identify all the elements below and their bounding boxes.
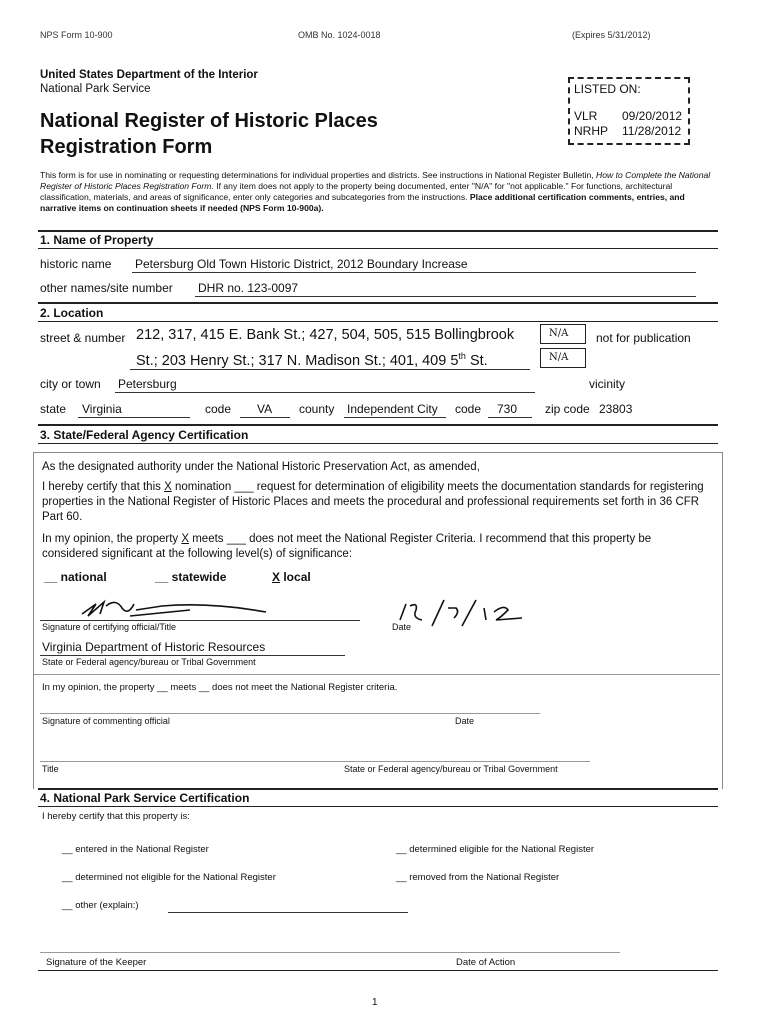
listed-on-heading: LISTED ON: (574, 82, 641, 96)
certifying-signature-label: Signature of certifying official/Title (42, 622, 177, 632)
historic-name-value[interactable]: Petersburg Old Town Historic District, 2012 Boundary Increase (135, 257, 468, 271)
section2-bottom-rule (38, 321, 718, 322)
cert-paragraph-1 (42, 480, 707, 525)
section4-top-rule (38, 788, 718, 790)
city-value[interactable]: Petersburg (118, 377, 177, 391)
street-label: street & number (40, 331, 126, 345)
cert-p2-a: In my opinion, the property (42, 533, 182, 545)
commenting-opinion: In my opinion, the property __ meets __ does not meet the National Register criteria. (42, 682, 398, 693)
state-line (78, 417, 190, 418)
option-entered[interactable]: __ entered in the National Register (62, 844, 209, 855)
certifying-agency-label: State or Federal agency/bureau or Tribal Government (42, 657, 256, 667)
other-names-value[interactable]: DHR no. 123-0097 (198, 281, 299, 295)
cert-p1-b: nomination ___ request for determination of eligibility meets the documentation standards for registering properties in the National Register of Historic Places and meets the procedural and professional requirements set forth in 36 CFR Part 60. (42, 481, 704, 523)
section4-end-rule (38, 970, 718, 971)
level-national[interactable]: __ national (44, 570, 107, 584)
opinion-divider (34, 674, 720, 675)
form-title-line1: National Register of Historic Places (40, 110, 378, 132)
state-code-line (240, 417, 290, 418)
level-local[interactable] (272, 570, 311, 584)
intro-text-2: If any item does not apply to the property being documented, enter "N/A" for "not applicable." For functions, architectural classification, materials, and areas of significance, enter only categories and subcategories from the instructions. (40, 181, 673, 202)
intro-text-bold: Place additional certification comments, entries, and narrative items on continuation sheets if needed (NPS Form 10-900a). (40, 192, 685, 213)
na-box-1[interactable] (540, 324, 586, 344)
state-value[interactable]: Virginia (82, 402, 122, 416)
certifying-agency-name[interactable]: Virginia Department of Historic Resources (42, 640, 266, 654)
intro-text-1: This form is for use in nominating or requesting determinations for individual properties and districts. See instructions in National Register Bulletin, (40, 170, 596, 180)
listed-on-box (568, 77, 690, 145)
commenting-signature-line (40, 713, 540, 714)
option-removed[interactable]: __ removed from the National Register (396, 872, 560, 883)
street-line (130, 369, 530, 370)
other-names-line (195, 296, 696, 297)
na-box-2[interactable] (540, 348, 586, 368)
cert-authority: As the designated authority under the National Historic Preservation Act, as amended, (42, 461, 480, 473)
level-statewide[interactable]: __ statewide (155, 570, 227, 584)
na-box-2-text: N/A (549, 352, 569, 363)
certifying-agency-line (40, 655, 345, 656)
county-code-label: code (455, 402, 482, 416)
na-box-1-text: N/A (549, 328, 569, 339)
keeper-signature-line (40, 952, 620, 953)
intro-text-italic: How to Complete the National Register of Historic Places Registration Form. (40, 170, 711, 191)
cert-p1-a: I hereby certify that this (42, 481, 165, 493)
street-line2-sup: th (458, 351, 466, 361)
historic-name-line (132, 272, 696, 273)
zip-label: zip code (545, 402, 590, 416)
date-of-action-label: Date of Action (456, 957, 516, 968)
department-name: United States Department of the Interior (40, 69, 258, 81)
cert-nomination-mark: X (164, 481, 172, 493)
section3-heading: 3. State/Federal Agency Certification (40, 428, 249, 442)
commenting-signature-label: Signature of commenting official (42, 716, 170, 726)
state-label: state (40, 402, 67, 416)
commenting-date-label: Date (455, 716, 475, 726)
intro-paragraph (40, 170, 720, 214)
omb-number: OMB No. 1024-0018 (298, 30, 381, 40)
level-local-text: local (280, 570, 311, 584)
street-line1[interactable]: 212, 317, 415 E. Bank St.; 427, 504, 505, 515 Bollingbrook (136, 327, 515, 343)
street-line2-a: St.; 203 Henry St.; 317 N. Madison St.; 401, 409 5 (136, 352, 459, 369)
service-name: National Park Service (40, 83, 151, 95)
cert-p2-b: meets ___ does not meet the National Register Criteria. I recommend that this property be considered significant at the following level(s) of significance: (42, 533, 652, 560)
commenting-title-line (40, 761, 590, 762)
section1-top-rule (38, 230, 718, 232)
state-code-value[interactable]: VA (257, 402, 273, 416)
street-line2-b: St. (465, 352, 488, 369)
form-number: NPS Form 10-900 (40, 30, 113, 40)
page-number: 1 (372, 997, 378, 1008)
section3-top-rule (38, 424, 718, 426)
county-label: county (299, 402, 335, 416)
option-not-eligible[interactable]: __ determined not eligible for the National Register (62, 872, 276, 883)
state-code-label: code (205, 402, 232, 416)
county-value[interactable]: Independent City (347, 402, 438, 416)
county-code-value[interactable]: 730 (497, 402, 518, 416)
city-label: city or town (40, 377, 101, 391)
option-other[interactable]: __ other (explain:) (62, 900, 139, 911)
listed-nrhp-label: NRHP (574, 124, 609, 138)
commenting-agency-label: State or Federal agency/bureau or Tribal Government (344, 764, 558, 774)
city-line (115, 392, 535, 393)
historic-name-label: historic name (40, 257, 112, 271)
zip-value[interactable]: 23803 (599, 402, 633, 416)
other-explain-line[interactable] (168, 912, 408, 913)
county-code-line (488, 417, 532, 418)
section2-top-rule (38, 302, 718, 304)
listed-nrhp-date: 11/28/2012 (622, 124, 682, 138)
county-line (344, 417, 446, 418)
cert-paragraph-2 (42, 532, 707, 562)
not-for-publication-label: not for publication (596, 331, 691, 345)
form-title-line2: Registration Form (40, 136, 213, 158)
section1-heading: 1. Name of Property (40, 233, 154, 247)
listed-vlr-date: 09/20/2012 (622, 109, 683, 123)
handwritten-date (396, 598, 526, 630)
section4-bottom-rule (38, 806, 718, 807)
other-names-label: other names/site number (40, 281, 173, 295)
vicinity-label: vicinity (589, 377, 626, 391)
level-local-mark: X (272, 570, 281, 584)
certifying-date-label: Date (392, 622, 412, 632)
street-line2[interactable] (136, 351, 488, 369)
section4-heading: 4. National Park Service Certification (40, 791, 250, 805)
cert-meets-mark: X (181, 533, 190, 545)
section3-bottom-rule (38, 443, 718, 444)
expiration: (Expires 5/31/2012) (572, 30, 651, 40)
option-determined-eligible[interactable]: __ determined eligible for the National Register (396, 844, 595, 855)
section4-intro: I hereby certify that this property is: (42, 811, 190, 822)
keeper-signature-label: Signature of the Keeper (46, 957, 147, 968)
commenting-title-label: Title (42, 764, 59, 774)
listed-vlr-label: VLR (574, 109, 598, 123)
certifying-signature-line (40, 620, 360, 621)
section2-heading: 2. Location (40, 306, 104, 320)
section1-bottom-rule (38, 248, 718, 249)
